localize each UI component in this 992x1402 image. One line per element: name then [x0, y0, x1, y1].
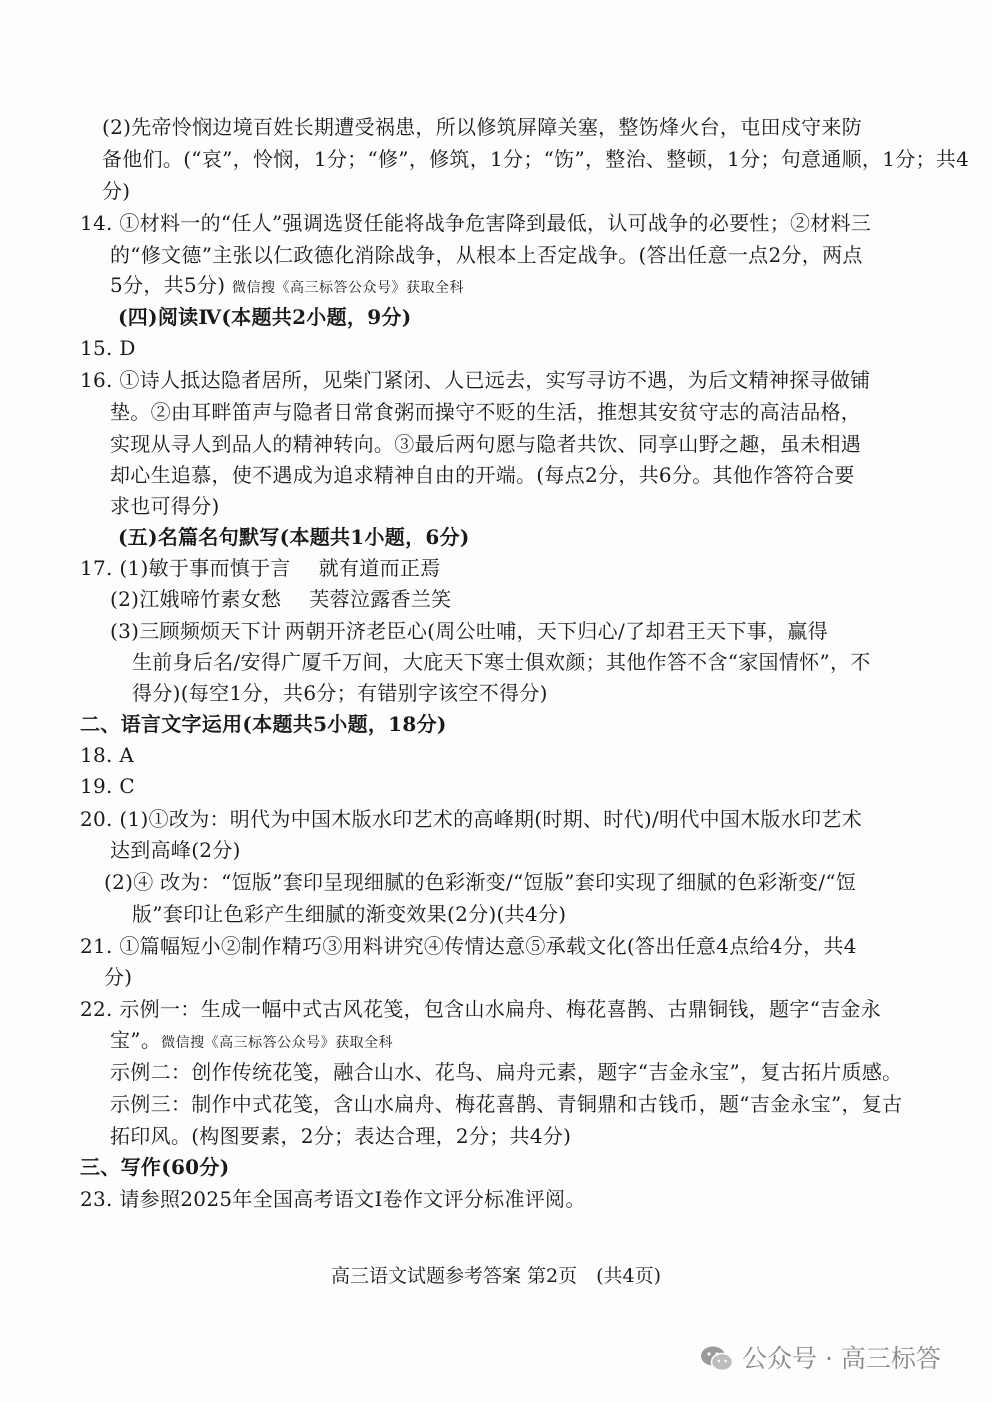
answer-16-line-4: 却心生追慕，使不遇成为追求精神自由的开端。(每点2分，共6分。其他作答符合要 — [110, 463, 855, 487]
answer-22-example-3-line-2: 拓印风。(构图要素，2分；表达合理，2分；共4分) — [110, 1124, 572, 1148]
section-reading-4-heading: (四)阅读Ⅳ(本题共2小题，9分) — [118, 305, 412, 329]
answer-16-line-1: 16. ①诗人抵达隐者居所，见柴门紧闭、人已远去，实写寻访不遇，为后文精神探寻做铺 — [80, 368, 871, 392]
answer-20-2-line-1: (2)④ 改为：“饾版”套印呈现细腻的色彩渐变/“饾版”套印实现了细腻的色彩渐变/“饾 — [104, 870, 857, 894]
answer-22-line-2: 宝”。微信搜《高三标答公众号》获取全科 — [110, 1028, 394, 1052]
answer-17-2: (2)江娥啼竹素女愁 芙蓉泣露香兰笑 — [110, 587, 452, 611]
answer-20-2-line-2: 版”套印让色彩产生细腻的渐变效果(2分)(共4分) — [132, 902, 567, 926]
answer-14-line-1: 14. ①材料一的“任人”强调选贤任能将战争危害降到最低，认可战争的必要性；②材料三 — [80, 211, 872, 235]
answer-14-line-3: 5分，共5分) 微信搜《高三标答公众号》获取全科 — [110, 273, 465, 297]
answer-17-1: 17. (1)敏于事而慎于言 就有道而正焉 — [80, 556, 441, 580]
answer-13-2-line-3: 分) — [102, 179, 131, 203]
wechat-note: 微信搜《高三标答公众号》获取全科 — [161, 1035, 394, 1051]
answer-21-line-2: 分) — [104, 965, 133, 989]
answer-19: 19. C — [80, 774, 135, 798]
answer-22-example-2: 示例二：创作传统花笺，融合山水、花鸟、扁舟元素，题字“吉金永宝”，复古拓片质感。 — [110, 1060, 903, 1084]
answer-18: 18. A — [80, 743, 135, 767]
section-language-heading: 二、语言文字运用(本题共5小题，18分) — [80, 712, 447, 736]
wechat-icon — [700, 1345, 734, 1373]
section-writing-heading: 三、写作(60分) — [80, 1155, 230, 1179]
answer-16-line-2: 垫。②由耳畔笛声与隐者日常食粥而操守不贬的生活，推想其安贫守志的高洁品格， — [110, 400, 862, 424]
answer-21-line-1: 21. ①篇幅短小②制作精巧③用料讲究④传情达意⑤承载文化(答出任意4点给4分，共4 — [80, 934, 857, 958]
answer-17-3-line-2: 生前身后名/安得广厦千万间，大庇天下寒士俱欢颜；其他作答不含“家国情怀”，不 — [132, 650, 871, 674]
answer-16-line-3: 实现从寻人到品人的精神转向。③最后两句愿与隐者共饮、同享山野之趣，虽未相遇 — [110, 432, 862, 456]
watermark-text: 公众号 · 高三标答 — [742, 1344, 941, 1373]
wechat-watermark — [700, 1342, 941, 1376]
page-footer: 高三语文试题参考答案 第2页 (共4页) — [330, 1265, 662, 1287]
answer-17-3-line-1: (3)三顾频烦天下计 两朝开济老臣心(周公吐哺，天下归心/了却君王天下事，赢得 — [110, 619, 828, 643]
answer-13-2-line-2: 备他们。(“哀”，怜悯，1分；“修”，修筑，1分；“饬”，整治、整顿，1分；句意通顺，1分；共4 — [102, 147, 970, 171]
answer-23: 23. 请参照2025年全国高考语文Ⅰ卷作文评分标准评阅。 — [80, 1187, 586, 1211]
wechat-note: 微信搜《高三标答公众号》获取全科 — [232, 280, 465, 296]
answer-22-line-1: 22. 示例一：生成一幅中式古风花笺，包含山水扁舟、梅花喜鹊、古鼎铜钱，题字“吉金永 — [80, 997, 881, 1021]
answer-15: 15. D — [80, 336, 136, 360]
answer-17-3-line-3: 得分)(每空1分，共6分；有错别字该空不得分) — [132, 681, 548, 705]
answer-16-line-5: 求也可得分) — [110, 494, 220, 518]
answer-22-example-3-line-1: 示例三：制作中式花笺，含山水扁舟、梅花喜鹊、青铜鼎和古钱币，题“吉金永宝”，复古 — [110, 1092, 903, 1116]
answer-20-1-line-2: 达到高峰(2分) — [110, 838, 241, 862]
answer-14-line-2: 的“修文德”主张以仁政德化消除战争，从根本上否定战争。(答出任意一点2分，两点 — [110, 243, 863, 267]
section-recitation-heading: (五)名篇名句默写(本题共1小题，6分) — [118, 525, 470, 549]
answer-20-1-line-1: 20. (1)①改为：明代为中国木版水印艺术的高峰期(时期、时代)/明代中国木版水印艺术 — [80, 807, 863, 831]
answer-13-2-line-1: (2)先帝怜悯边境百姓长期遭受祸患，所以修筑屏障关塞，整饬烽火台，屯田戍守来防 — [102, 115, 863, 139]
